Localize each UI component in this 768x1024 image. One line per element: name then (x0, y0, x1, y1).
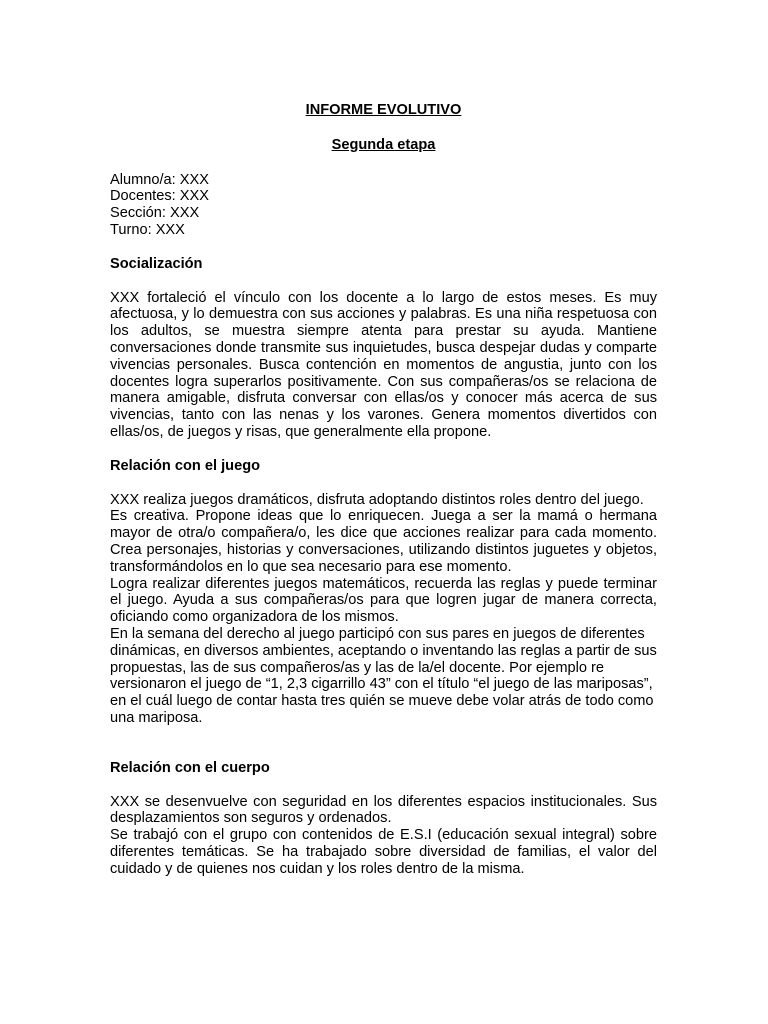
socializacion-heading: Socialización (110, 255, 203, 272)
document-subtitle: Segunda etapa (331, 136, 436, 153)
juego-paragraph-2: Es creativa. Propone ideas que lo enriquecen. Juega a ser la mamá o hermana mayor de otra/o compañera/o, les dice que acciones realizar para cada momento. Crea personajes, historias y conversaciones, utilizando distintos juguetes y objetos, transformándolos en lo que sea necesario para ese momento. (110, 508, 657, 575)
juego-paragraph-1: XXX realiza juegos dramáticos, disfruta adoptando distintos roles dentro del juego. (110, 491, 644, 508)
juego-paragraph-3: Logra realizar diferentes juegos matemáticos, recuerda las reglas y puede terminar el juego. Ayuda a sus compañeras/os para que logren jugar de manera correcta, oficiando como organizadora de los mismos. (110, 575, 657, 626)
student-line: Alumno/a: XXX (110, 171, 209, 188)
juego-heading: Relación con el juego (110, 457, 261, 474)
section-line: Sección: XXX (110, 205, 200, 222)
shift-line: Turno: XXX (110, 221, 185, 238)
cuerpo-paragraph-1: XXX se desenvuelve con seguridad en los diferentes espacios institucionales. Sus desplazamientos son seguros y ordenados. (110, 793, 657, 827)
socializacion-paragraph: XXX fortaleció el vínculo con los docente a lo largo de estos meses. Es muy afectuosa, y lo demuestra con sus acciones y palabras. Es una niña respetuosa con los adultos, se muestra siempre atenta para prestar su ayuda. Mantiene conversaciones donde transmite sus inquietudes, busca despejar dudas y comparte vivencias personales. Busca contención en momentos de angustia, junto con los docentes logra superarlos positivamente. Con sus compañeras/os se relaciona de manera amigable, disfruta conversar con ellas/os y conocer más acerca de sus vivencias, tanto con las nenas y los varones. Genera momentos divertidos con ellas/os, de juegos y risas, que generalmente ella propone. (110, 289, 657, 440)
student-info-block (110, 172, 657, 239)
document-page (110, 102, 657, 877)
cuerpo-heading: Relación con el cuerpo (110, 759, 270, 776)
teachers-line: Docentes: XXX (110, 188, 209, 205)
juego-paragraph-4: En la semana del derecho al juego participó con sus pares en juegos de diferentes dinámicas, en diversos ambientes, aceptando o inventando las reglas a partir de sus propuestas, las de sus compañeros/as y las de la/el docente. Por ejemplo re versionaron el juego de “1, 2,3 cigarrillo 43” con el título “el juego de las mariposas”, en el cuál luego de contar hasta tres quién se mueve debe volar atrás de todo como una mariposa. (110, 625, 657, 726)
document-title: INFORME EVOLUTIVO (305, 102, 462, 118)
cuerpo-paragraph-2: Se trabajó con el grupo con contenidos de E.S.I (educación sexual integral) sobre diferentes temáticas. Se ha trabajado sobre diversidad de familias, el valor del cuidado y de quienes nos cuidan y los roles dentro de la misma. (110, 827, 657, 877)
